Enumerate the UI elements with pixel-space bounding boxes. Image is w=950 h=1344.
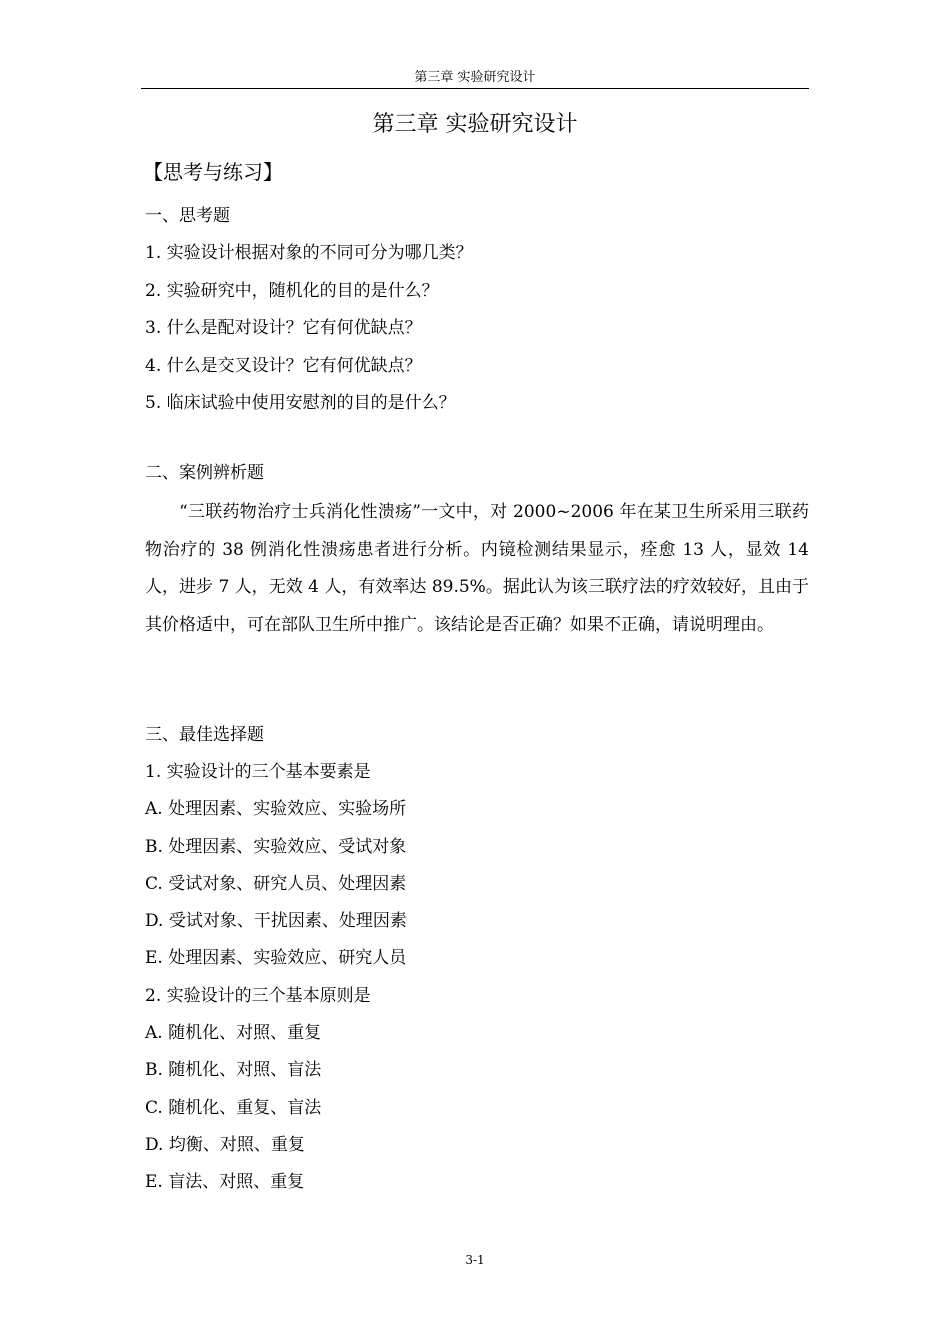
choice-option: D. 受试对象、干扰因素、处理因素	[145, 911, 407, 931]
choice-question-stem: 2. 实验设计的三个基本原则是	[145, 986, 371, 1006]
choice-question-stem: 1. 实验设计的三个基本要素是	[145, 762, 371, 782]
section-heading-thinking: 一、思考题	[145, 206, 230, 226]
section-heading-case: 二、案例辨析题	[145, 463, 264, 483]
choice-option: E. 处理因素、实验效应、研究人员	[145, 948, 407, 968]
choice-option: A. 随机化、对照、重复	[145, 1023, 322, 1043]
thinking-question: 2. 实验研究中，随机化的目的是什么？	[145, 281, 439, 301]
choice-option: D. 均衡、对照、重复	[145, 1135, 305, 1155]
header-rule	[141, 88, 809, 89]
choice-option: B. 处理因素、实验效应、受试对象	[145, 837, 407, 857]
thinking-question: 3. 什么是配对设计？它有何优缺点？	[145, 318, 422, 338]
page-number: 3-1	[465, 1253, 485, 1267]
case-paragraph: “三联药物治疗士兵消化性溃疡”一文中，对 2000~2006 年在某卫生所采用三联药物治疗的 38 例消化性溃疡患者进行分析。内镜检测结果显示，痊愈 13 人，显效 14 人，进步 7 人，无效 4 人，有效率达 89.5%。据此认为该三联疗法的疗效较好，且由于其价格适中，可在部队卫生所中推广。该结论是否正确？如果不正确，请说明理由。	[145, 502, 809, 635]
thinking-question: 5. 临床试验中使用安慰剂的目的是什么？	[145, 393, 456, 413]
thinking-question: 4. 什么是交叉设计？它有何优缺点？	[145, 356, 422, 376]
thinking-question: 1. 实验设计根据对象的不同可分为哪几类？	[145, 243, 473, 263]
choice-option: E. 盲法、对照、重复	[145, 1172, 305, 1192]
section-subtitle: 【思考与练习】	[143, 160, 283, 184]
chapter-title: 第三章 实验研究设计	[372, 112, 578, 137]
choice-option: B. 随机化、对照、盲法	[145, 1060, 322, 1080]
choice-option: C. 随机化、重复、盲法	[145, 1098, 322, 1118]
choice-option: C. 受试对象、研究人员、处理因素	[145, 874, 407, 894]
running-header: 第三章 实验研究设计	[414, 70, 536, 85]
section-heading-choice: 三、最佳选择题	[145, 725, 264, 745]
choice-option: A. 处理因素、实验效应、实验场所	[145, 799, 407, 819]
